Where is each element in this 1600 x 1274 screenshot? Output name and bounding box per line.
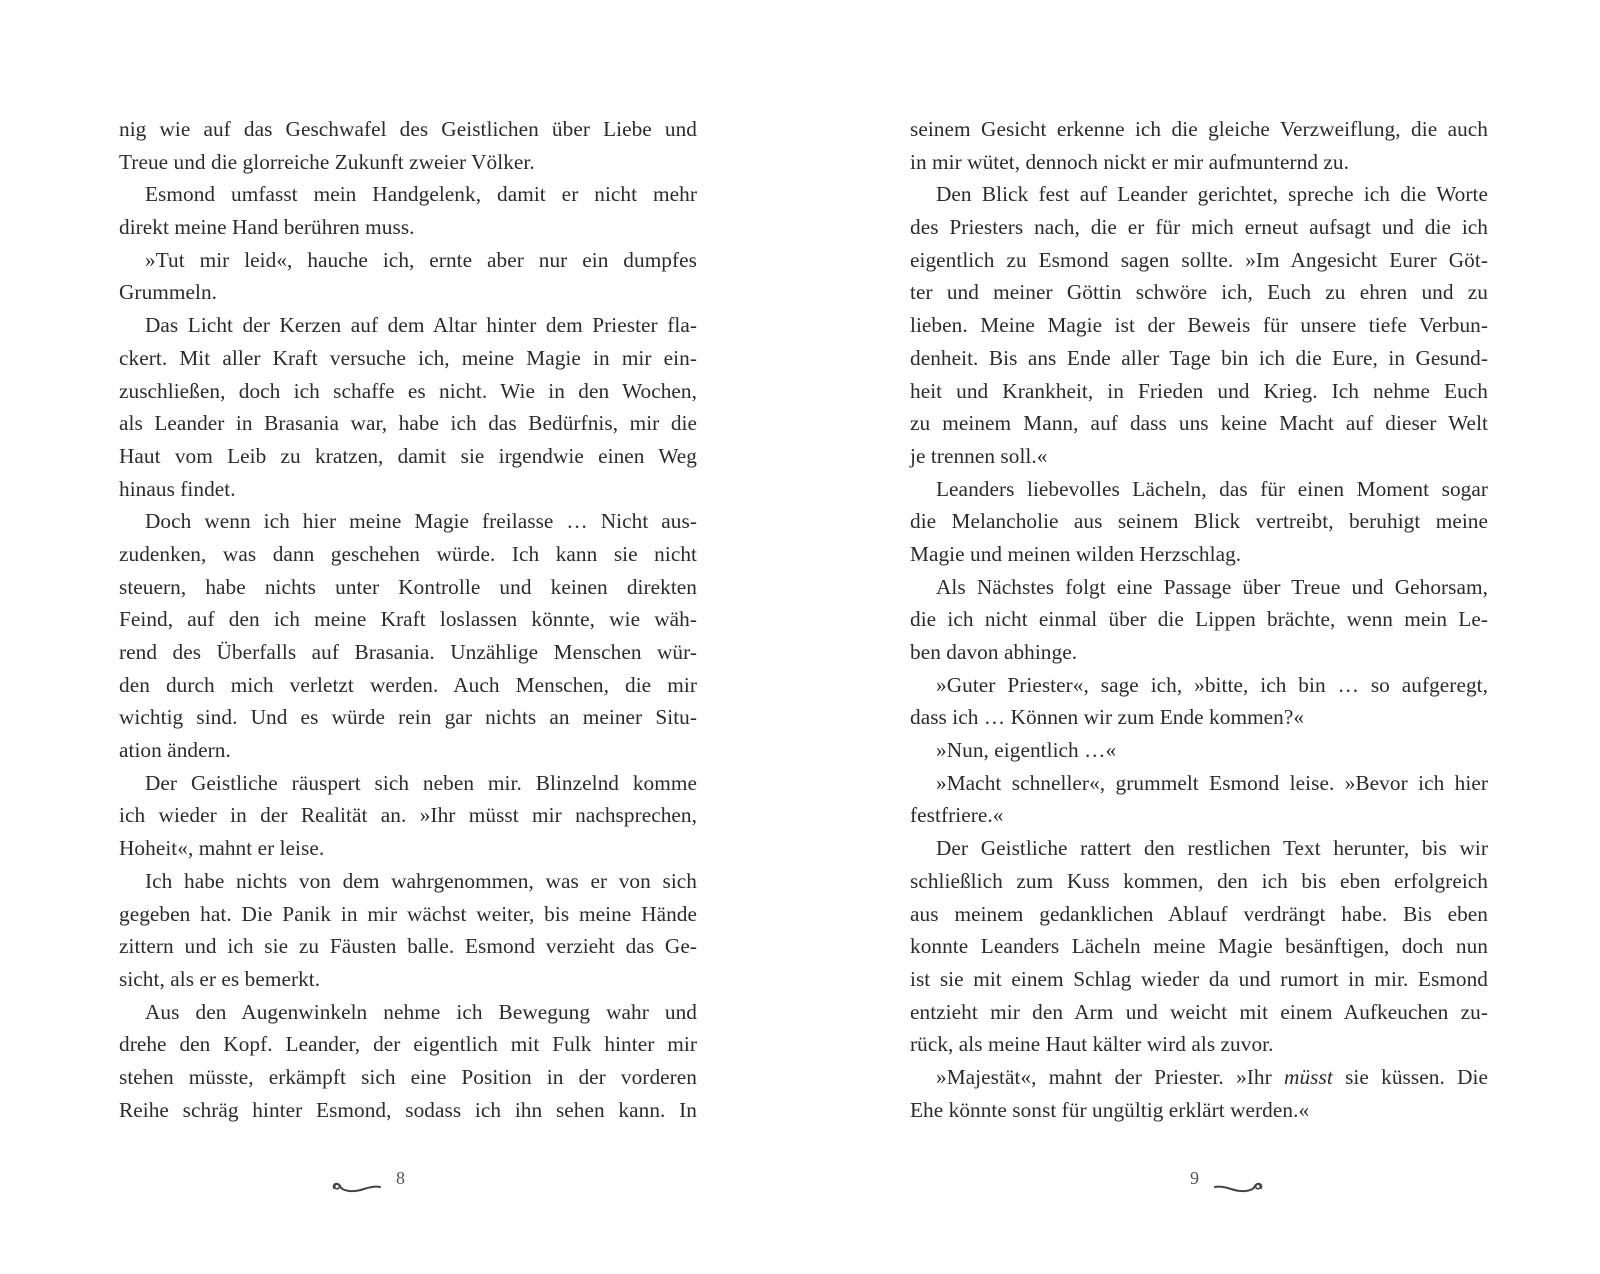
text-line: je trennen soll.« xyxy=(910,443,1048,468)
text-line: ich wieder in der Realität an. »Ihr müsst mir nachsprechen, xyxy=(119,803,697,828)
text-line: stehen müsste, erkämpft sich eine Position in der vorderen xyxy=(119,1064,697,1089)
text-line: Aus den Augenwinkeln nehme ich Bewegung wahr und xyxy=(145,999,697,1024)
text-line: Hoheit«, mahnt er leise. xyxy=(119,836,325,861)
left-page-footer xyxy=(330,1166,405,1206)
text-line: »Nun, eigentlich …« xyxy=(936,738,1117,763)
text-line: dass ich … Können wir zum Ende kommen?« xyxy=(910,705,1305,730)
text-line: wichtig sind. Und es würde rein gar nichts an meiner Situ- xyxy=(119,705,697,730)
right-page-footer xyxy=(1190,1166,1265,1206)
text-line: »Guter Priester«, sage ich, »bitte, ich bin … so aufgeregt, xyxy=(936,672,1488,697)
text-line: »Majestät«, mahnt der Priester. »Ihr müsst sie küssen. Die xyxy=(936,1064,1488,1089)
text-line: Doch wenn ich hier meine Magie freilasse … Nicht aus- xyxy=(145,509,697,534)
right-page-body xyxy=(910,113,1488,1126)
text-line: Leanders liebevolles Lächeln, das für einen Moment sogar xyxy=(936,476,1488,501)
text-line: entzieht mir den Arm und weicht mit einem Aufkeuchen zu- xyxy=(910,999,1488,1024)
text-line: des Priesters nach, die er für mich erneut aufsagt und die ich xyxy=(910,215,1488,240)
text-line: eigentlich zu Esmond sagen sollte. »Im Angesicht Eurer Göt- xyxy=(910,247,1488,272)
text-line: rend des Überfalls auf Brasania. Unzählige Menschen wür- xyxy=(119,640,697,664)
text-line: als Leander in Brasania war, habe ich das Bedürfnis, mir die xyxy=(119,411,697,436)
page-number: 9 xyxy=(1190,1168,1199,1188)
text-line: Grummeln. xyxy=(119,280,218,305)
text-line: aus meinem gedanklichen Ablauf verdrängt habe. Bis eben xyxy=(910,901,1488,926)
text-line: »Macht schneller«, grummelt Esmond leise. »Bevor ich hier xyxy=(936,770,1488,795)
text-line: ben davon abhinge. xyxy=(910,640,1078,664)
text-line: Esmond umfasst mein Handgelenk, damit er nicht mehr xyxy=(145,182,697,207)
text-line: Der Geistliche räuspert sich neben mir. Blinzelnd komme xyxy=(145,770,697,795)
text-line: steuern, habe nichts unter Kontrolle und keinen direkten xyxy=(119,574,697,599)
text-line: Treue und die glorreiche Zukunft zweier Völker. xyxy=(119,149,535,174)
text-line: zudenken, was dann geschehen würde. Ich kann sie nicht xyxy=(119,541,697,566)
text-line: Ehe könnte sonst für ungültig erklärt werden.« xyxy=(910,1097,1310,1122)
text-line: Als Nächstes folgt eine Passage über Treue und Gehorsam, xyxy=(936,574,1488,599)
text-line: Das Licht der Kerzen auf dem Altar hinter dem Priester fla- xyxy=(145,313,697,338)
text-line: Feind, auf den ich meine Kraft loslassen könnte, wie wäh- xyxy=(119,607,697,632)
text-line: denheit. Bis ans Ende aller Tage bin ich die Eure, in Gesund- xyxy=(910,345,1488,370)
text-line: ckert. Mit aller Kraft versuche ich, meine Magie in mir ein- xyxy=(119,345,697,370)
text-line: zu meinem Mann, auf dass uns keine Macht auf dieser Welt xyxy=(910,411,1488,436)
text-line: nig wie auf das Geschwafel des Geistlichen über Liebe und xyxy=(119,117,697,141)
text-line: ter und meiner Göttin schwöre ich, Euch zu ehren und zu xyxy=(910,280,1488,305)
text-line: Magie und meinen wilden Herzschlag. xyxy=(910,541,1242,566)
text-line: ist sie mit einem Schlag wieder da und rumort in mir. Esmond xyxy=(910,966,1488,991)
text-line: die Melancholie aus seinem Blick vertreibt, beruhigt meine xyxy=(910,509,1488,534)
text-line: zittern und ich sie zu Fäusten balle. Esmond verzieht das Ge- xyxy=(119,934,697,959)
text-line: sicht, als er es bemerkt. xyxy=(119,966,321,991)
text-line: Der Geistliche rattert den restlichen Text herunter, bis wir xyxy=(936,836,1488,861)
text-line: rück, als meine Haut kälter wird als zuvor. xyxy=(910,1032,1274,1057)
text-line: Ich habe nichts von dem wahrgenommen, was er von sich xyxy=(145,868,697,893)
page-number: 8 xyxy=(396,1168,405,1188)
text-line: heit und Krankheit, in Frieden und Krieg. Ich nehme Euch xyxy=(910,378,1488,403)
left-page-body xyxy=(119,113,697,1126)
text-line: Den Blick fest auf Leander gerichtet, spreche ich die Worte xyxy=(936,182,1488,207)
flourish-swash-icon xyxy=(1213,1176,1265,1196)
text-line: Haut vom Leib zu kratzen, damit sie irgendwie einen Weg xyxy=(119,443,697,468)
text-line: festfriere.« xyxy=(910,803,1004,828)
flourish-swash-icon xyxy=(330,1176,382,1196)
text-line: Reihe schräg hinter Esmond, sodass ich ihn sehen kann. In xyxy=(119,1097,697,1122)
text-line: hinaus findet. xyxy=(119,476,236,501)
text-line: den durch mich verletzt werden. Auch Menschen, die mir xyxy=(119,672,697,697)
text-line: die ich nicht einmal über die Lippen brächte, wenn mein Le- xyxy=(910,607,1488,632)
text-line: direkt meine Hand berühren muss. xyxy=(119,215,415,240)
text-line: in mir wütet, dennoch nickt er mir aufmunternd zu. xyxy=(910,149,1349,174)
text-line: schließlich zum Kuss kommen, den ich bis eben erfolgreich xyxy=(910,868,1488,893)
text-line: drehe den Kopf. Leander, der eigentlich mit Fulk hinter mir xyxy=(119,1032,697,1057)
text-line: seinem Gesicht erkenne ich die gleiche Verzweiflung, die auch xyxy=(910,117,1488,141)
emphasis-text: müsst xyxy=(1284,1064,1333,1089)
text-line: ation ändern. xyxy=(119,738,231,763)
text-line: zuschließen, doch ich schaffe es nicht. Wie in den Wochen, xyxy=(119,378,697,403)
text-line: lieben. Meine Magie ist der Beweis für unsere tiefe Verbun- xyxy=(910,313,1488,338)
text-line: konnte Leanders Lächeln meine Magie besänftigen, doch nun xyxy=(910,934,1488,959)
text-line: gegeben hat. Die Panik in mir wächst weiter, bis meine Hände xyxy=(119,901,697,926)
text-line: »Tut mir leid«, hauche ich, ernte aber nur ein dumpfes xyxy=(145,247,697,272)
